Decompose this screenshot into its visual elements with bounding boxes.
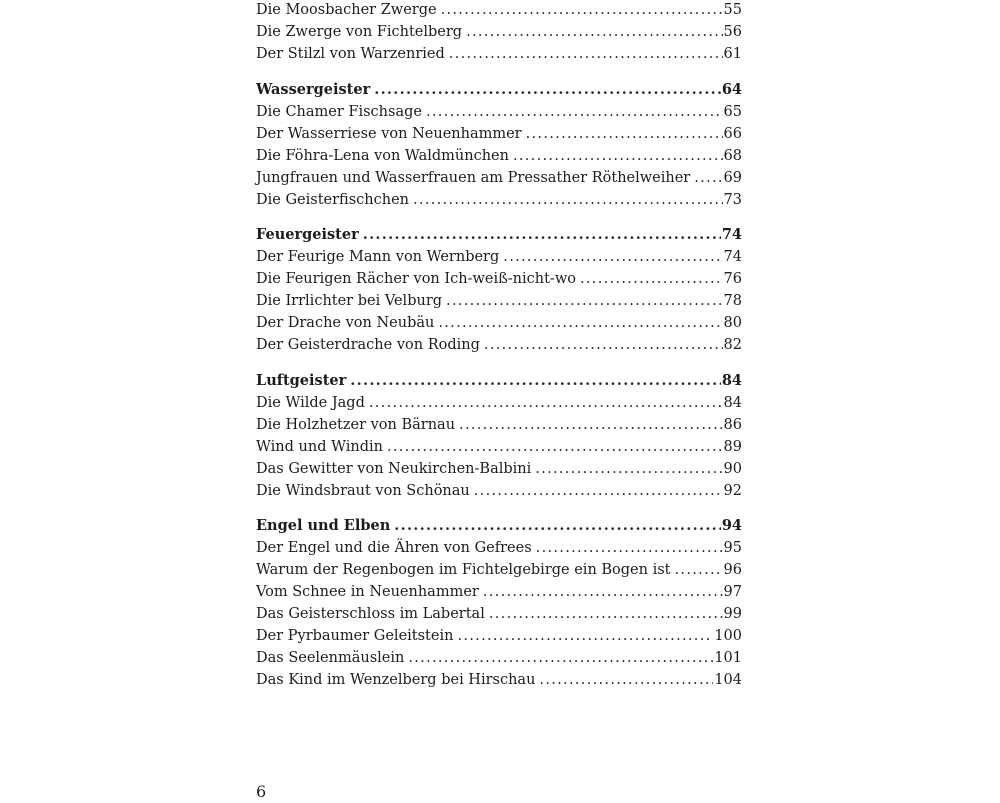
entry-page: 82 — [723, 337, 742, 353]
dot-leader — [539, 669, 713, 691]
toc-entry — [256, 458, 742, 480]
entry-title: Die Zwerge von Fichtelberg — [256, 24, 463, 40]
entry-title: Das Seelenmäuslein — [256, 650, 405, 666]
dot-leader — [441, 0, 723, 21]
entry-page: 73 — [723, 191, 742, 208]
entry-page: 101 — [714, 650, 742, 666]
entry-page: 90 — [723, 460, 742, 477]
dot-leader — [503, 246, 722, 268]
entry-title: Wind und Windin — [256, 438, 383, 455]
entry-page: 92 — [723, 482, 742, 499]
entry-title: Das Kind im Wenzelberg bei Hirschau — [256, 672, 536, 688]
dot-leader — [350, 370, 721, 392]
entry-page: 89 — [723, 438, 742, 455]
entry-page: 104 — [714, 672, 742, 688]
heading-page: 74 — [721, 226, 742, 243]
entry-page: 97 — [723, 584, 742, 600]
entry-page: 80 — [723, 315, 742, 331]
toc-entry — [256, 290, 742, 312]
toc-entry — [256, 480, 742, 502]
toc-entry — [256, 334, 742, 356]
entry-title: Der Engel und die Ähren von Gefrees — [256, 540, 532, 556]
toc-entry — [256, 246, 742, 268]
entry-page: 96 — [723, 562, 742, 578]
entry-page: 74 — [723, 249, 742, 265]
entry-page: 84 — [723, 394, 742, 411]
entry-title: Das Geisterschloss im Labertal — [256, 606, 485, 622]
section-heading — [256, 370, 742, 392]
toc-entry — [256, 625, 742, 647]
dot-leader — [484, 334, 723, 356]
toc-entry — [256, 312, 742, 334]
toc-entry — [256, 43, 742, 65]
section-heading — [256, 224, 742, 246]
dot-leader — [526, 123, 723, 145]
page-number: 6 — [256, 782, 267, 801]
toc-entry — [256, 559, 742, 581]
entry-title: Die Föhra-Lena von Waldmünchen — [256, 147, 509, 164]
dot-leader — [474, 480, 723, 502]
toc-entry — [256, 537, 742, 559]
entry-title: Der Pyrbaumer Geleitstein — [256, 628, 454, 644]
heading-page: 84 — [721, 371, 742, 389]
dot-leader — [426, 101, 723, 123]
dot-leader — [483, 581, 723, 603]
dot-leader — [363, 224, 721, 246]
dot-leader — [459, 414, 723, 436]
entry-page: 61 — [723, 46, 742, 62]
dot-leader — [535, 458, 722, 480]
entry-title: Der Wasserriese von Neuenhammer — [256, 125, 522, 142]
dot-leader — [413, 189, 723, 211]
dot-leader — [387, 436, 723, 458]
entry-title: Die Feurigen Rächer von Ich-weiß-nicht-wo — [256, 271, 576, 287]
entry-title: Die Windsbraut von Schönau — [256, 482, 470, 499]
section-gap — [256, 502, 742, 516]
section-heading — [256, 515, 742, 537]
entry-page: 76 — [723, 271, 742, 287]
entry-page: 100 — [714, 628, 742, 644]
entry-page: 68 — [723, 147, 742, 164]
entry-page: 78 — [723, 293, 742, 309]
entry-page: 55 — [723, 2, 742, 18]
heading-title: Wassergeister — [256, 80, 371, 98]
entry-page: 65 — [723, 103, 742, 120]
section-gap — [256, 211, 742, 225]
entry-title: Die Chamer Fischsage — [256, 103, 422, 120]
dot-leader — [374, 79, 721, 101]
entry-page: 86 — [723, 416, 742, 433]
toc-entry — [256, 414, 742, 436]
toc-entry — [256, 101, 742, 123]
dot-leader — [513, 145, 723, 167]
dot-leader — [536, 537, 723, 559]
entry-title: Das Gewitter von Neukirchen-Balbini — [256, 460, 532, 477]
dot-leader — [694, 167, 722, 189]
toc-entry — [256, 669, 742, 691]
toc-entry — [256, 145, 742, 167]
entry-page: 69 — [723, 169, 742, 186]
entry-title: Die Wilde Jagd — [256, 394, 365, 411]
toc-entry — [256, 123, 742, 145]
entry-title: Die Holzhetzer von Bärnau — [256, 416, 456, 433]
heading-page: 94 — [721, 517, 742, 534]
entry-title: Der Drache von Neubäu — [256, 315, 435, 331]
table-of-contents — [256, 0, 742, 691]
entry-title: Die Moosbacher Zwerge — [256, 2, 437, 18]
dot-leader — [489, 603, 723, 625]
entry-title: Der Geisterdrache von Roding — [256, 337, 480, 353]
heading-title: Feuergeister — [256, 226, 359, 243]
toc-entry — [256, 21, 742, 43]
toc-entry — [256, 436, 742, 458]
entry-title: Vom Schnee in Neuenhammer — [256, 584, 479, 600]
entry-page: 95 — [723, 540, 742, 556]
toc-entry — [256, 167, 742, 189]
section-gap — [256, 65, 742, 79]
heading-page: 64 — [721, 80, 742, 98]
toc-entry — [256, 189, 742, 211]
dot-leader — [369, 392, 723, 414]
dot-leader — [408, 647, 713, 669]
entry-title: Die Irrlichter bei Velburg — [256, 293, 443, 309]
dot-leader — [466, 21, 722, 43]
heading-title: Engel und Elben — [256, 517, 391, 534]
entry-title: Der Feurige Mann von Wernberg — [256, 249, 500, 265]
dot-leader — [580, 268, 723, 290]
entry-page: 66 — [723, 125, 742, 142]
entry-page: 56 — [723, 24, 742, 40]
dot-leader — [438, 312, 722, 334]
entry-title: Warum der Regenbogen im Fichtelgebirge ein Bogen ist — [256, 562, 671, 578]
dot-leader — [675, 559, 723, 581]
section-heading — [256, 79, 742, 101]
dot-leader — [394, 515, 721, 537]
entry-title: Die Geisterfischchen — [256, 191, 409, 208]
entry-title: Der Stilzl von Warzenried — [256, 46, 445, 62]
toc-entry — [256, 581, 742, 603]
toc-entry — [256, 268, 742, 290]
dot-leader — [449, 43, 723, 65]
toc-entry — [256, 603, 742, 625]
dot-leader — [457, 625, 713, 647]
heading-title: Luftgeister — [256, 371, 347, 389]
entry-page: 99 — [723, 606, 742, 622]
section-gap — [256, 356, 742, 370]
dot-leader — [446, 290, 723, 312]
toc-entry — [256, 0, 742, 21]
toc-entry — [256, 647, 742, 669]
toc-entry — [256, 392, 742, 414]
entry-title: Jungfrauen und Wasserfrauen am Pressather Röthelweiher — [256, 169, 691, 186]
